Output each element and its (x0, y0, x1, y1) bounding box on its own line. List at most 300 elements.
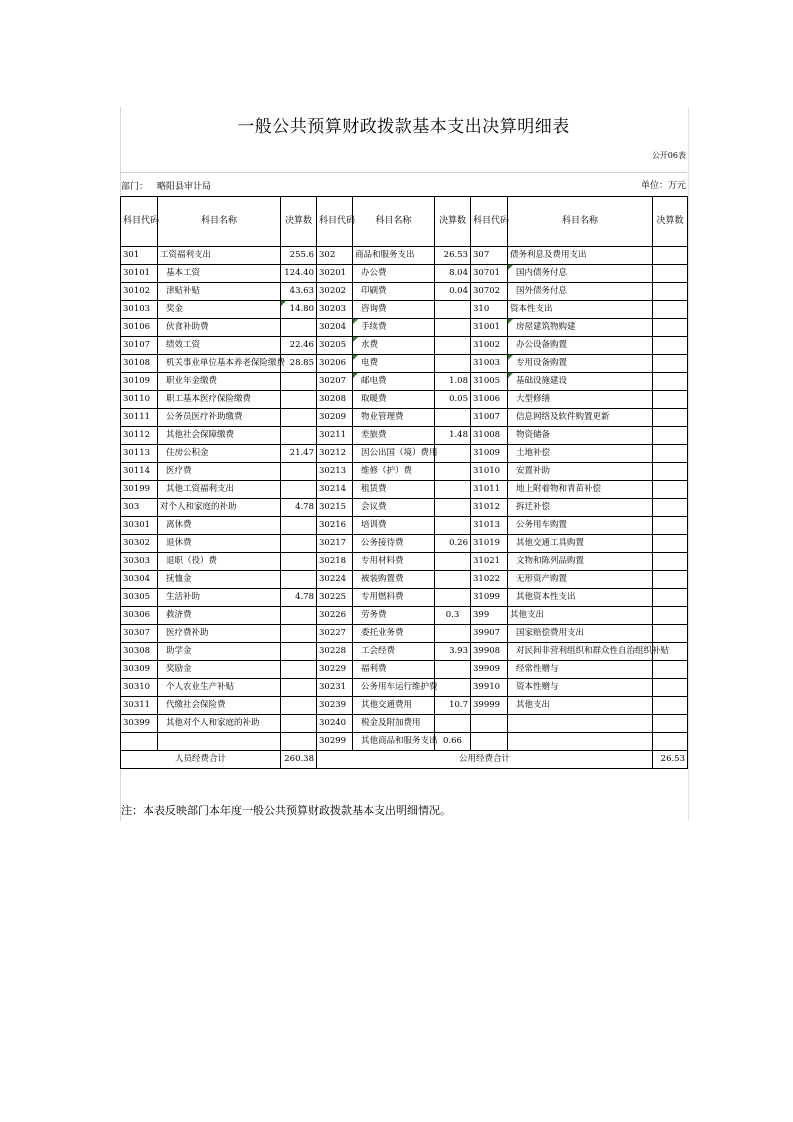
amount-cell (653, 661, 688, 679)
code-cell: 39909 (471, 661, 508, 679)
table-row (121, 355, 688, 373)
name-cell: 其他社会保障缴费 (158, 427, 281, 445)
name-cell: 商品和服务支出 (353, 247, 435, 265)
code-cell: 31010 (471, 463, 508, 481)
amount-cell (281, 427, 317, 445)
code-cell: 30311 (121, 697, 158, 715)
name-cell: 劳务费 (353, 607, 435, 625)
name-cell: 其他工资福利支出 (158, 481, 281, 499)
amount-cell (435, 499, 471, 517)
amount-cell: 255.6 (281, 247, 317, 265)
code-cell (471, 715, 508, 733)
name-cell: 邮电费 (353, 373, 435, 391)
code-cell: 302 (317, 247, 353, 265)
amount-cell (653, 409, 688, 427)
amount-cell (281, 607, 317, 625)
code-cell: 30224 (317, 571, 353, 589)
code-cell: 30225 (317, 589, 353, 607)
amount-cell (653, 679, 688, 697)
amount-cell (653, 733, 688, 751)
amount-cell (653, 499, 688, 517)
amount-cell (653, 553, 688, 571)
name-cell: 工会经费 (353, 643, 435, 661)
amount-cell (281, 481, 317, 499)
code-cell: 30205 (317, 337, 353, 355)
name-cell: 个人农业生产补贴 (158, 679, 281, 697)
amount-cell (435, 571, 471, 589)
amount-cell (435, 553, 471, 571)
amount-cell (281, 463, 317, 481)
code-cell: 30306 (121, 607, 158, 625)
name-cell: 福利费 (353, 661, 435, 679)
code-cell: 30202 (317, 283, 353, 301)
name-cell: 资本性赠与 (508, 679, 653, 697)
code-cell: 31019 (471, 535, 508, 553)
amount-cell (435, 445, 471, 463)
table-row (121, 427, 688, 445)
name-cell: 经常性赠与 (508, 661, 653, 679)
name-cell: 租赁费 (353, 481, 435, 499)
name-cell: 咨询费 (353, 301, 435, 319)
code-cell: 30110 (121, 391, 158, 409)
code-cell: 30305 (121, 589, 158, 607)
amount-cell (653, 571, 688, 589)
amount-cell (653, 715, 688, 733)
code-cell: 30217 (317, 535, 353, 553)
code-cell: 31008 (471, 427, 508, 445)
name-cell: 国内债务付息 (508, 265, 653, 283)
amount-cell (435, 679, 471, 697)
code-cell: 31003 (471, 355, 508, 373)
amount-cell: 124.40 (281, 265, 317, 283)
amount-cell (653, 643, 688, 661)
amount-cell: 14.80 (281, 301, 317, 319)
name-cell: 维修（护）费 (353, 463, 435, 481)
amount-cell (435, 715, 471, 733)
name-cell: 其他对个人和家庭的补助 (158, 715, 281, 733)
amount-cell: 0.04 (435, 283, 471, 301)
table-row (121, 337, 688, 355)
amount-cell (281, 715, 317, 733)
amount-cell: 0.66 (435, 733, 471, 751)
table-row (121, 463, 688, 481)
name-cell: 其他资本性支出 (508, 589, 653, 607)
header-cell: 科目代码 (471, 197, 508, 247)
amount-cell (281, 535, 317, 553)
code-cell: 30239 (317, 697, 353, 715)
amount-cell: 3.93 (435, 643, 471, 661)
code-cell: 30303 (121, 553, 158, 571)
code-cell: 31022 (471, 571, 508, 589)
name-cell: 信息网络及软件购置更新 (508, 409, 653, 427)
name-cell: 救济费 (158, 607, 281, 625)
table-row (121, 319, 688, 337)
name-cell: 印刷费 (353, 283, 435, 301)
code-cell: 30302 (121, 535, 158, 553)
name-cell: 奖励金 (158, 661, 281, 679)
name-cell (158, 733, 281, 751)
header-cell: 科目代码 (317, 197, 353, 247)
amount-cell (653, 625, 688, 643)
code-cell: 31021 (471, 553, 508, 571)
code-cell: 30218 (317, 553, 353, 571)
code-cell: 30106 (121, 319, 158, 337)
name-cell: 其他支出 (508, 697, 653, 715)
name-cell: 资本性支出 (508, 301, 653, 319)
amount-cell: 10.7 (435, 697, 471, 715)
code-cell: 31011 (471, 481, 508, 499)
table-row (121, 553, 688, 571)
code-cell: 30309 (121, 661, 158, 679)
amount-cell (281, 733, 317, 751)
name-cell: 退休费 (158, 535, 281, 553)
code-cell: 399 (471, 607, 508, 625)
name-cell: 专用材料费 (353, 553, 435, 571)
name-cell: 取暖费 (353, 391, 435, 409)
name-cell: 职工基本医疗保险缴费 (158, 391, 281, 409)
code-cell (471, 733, 508, 751)
amount-cell (435, 625, 471, 643)
name-cell: 机关事业单位基本养老保险缴费 (158, 355, 281, 373)
amount-cell (281, 409, 317, 427)
code-cell: 31099 (471, 589, 508, 607)
name-cell: 债务利息及费用支出 (508, 247, 653, 265)
amount-cell (281, 697, 317, 715)
amount-cell: 0.05 (435, 391, 471, 409)
name-cell: 文物和陈列品购置 (508, 553, 653, 571)
name-cell (508, 715, 653, 733)
amount-cell (653, 517, 688, 535)
table-row (121, 535, 688, 553)
code-cell: 30304 (121, 571, 158, 589)
code-cell: 39908 (471, 643, 508, 661)
code-cell: 30226 (317, 607, 353, 625)
name-cell: 离休费 (158, 517, 281, 535)
table-row (121, 247, 688, 265)
code-cell: 30310 (121, 679, 158, 697)
name-cell: 手续费 (353, 319, 435, 337)
table-row (121, 607, 688, 625)
header-cell: 科目名称 (158, 197, 281, 247)
code-cell: 30399 (121, 715, 158, 733)
amount-cell: 0.26 (435, 535, 471, 553)
amount-cell (653, 589, 688, 607)
name-cell: 国外债务付息 (508, 283, 653, 301)
name-cell (508, 733, 653, 751)
amount-cell (435, 409, 471, 427)
amount-cell (653, 535, 688, 553)
name-cell: 无形资产购置 (508, 571, 653, 589)
name-cell: 抚恤金 (158, 571, 281, 589)
header-cell: 决算数 (281, 197, 317, 247)
amount-cell (281, 625, 317, 643)
table-row (121, 373, 688, 391)
name-cell: 医疗费补助 (158, 625, 281, 643)
code-cell: 39910 (471, 679, 508, 697)
table-header-row (121, 197, 688, 247)
table-row (121, 301, 688, 319)
amount-cell (435, 661, 471, 679)
table-row (121, 643, 688, 661)
personnel-total-value: 260.38 (281, 751, 317, 769)
table-row (121, 391, 688, 409)
amount-cell (281, 319, 317, 337)
code-cell: 30228 (317, 643, 353, 661)
code-cell: 31006 (471, 391, 508, 409)
name-cell: 其他商品和服务支出 (353, 733, 435, 751)
amount-cell (653, 247, 688, 265)
code-cell: 30201 (317, 265, 353, 283)
expenditure-detail-table (120, 196, 688, 769)
code-cell: 30214 (317, 481, 353, 499)
amount-cell (281, 553, 317, 571)
table-row (121, 283, 688, 301)
table-row (121, 265, 688, 283)
name-cell: 物业管理费 (353, 409, 435, 427)
code-cell: 30227 (317, 625, 353, 643)
name-cell: 房屋建筑物购建 (508, 319, 653, 337)
code-cell: 30307 (121, 625, 158, 643)
amount-cell: 43.63 (281, 283, 317, 301)
amount-cell (281, 373, 317, 391)
name-cell: 公务用车购置 (508, 517, 653, 535)
amount-cell (281, 643, 317, 661)
amount-cell: 1.48 (435, 427, 471, 445)
code-cell: 307 (471, 247, 508, 265)
code-cell: 30207 (317, 373, 353, 391)
name-cell: 其他交通费用 (353, 697, 435, 715)
table-row (121, 625, 688, 643)
amount-cell (653, 697, 688, 715)
amount-cell (281, 391, 317, 409)
form-number: 公开06表 (651, 151, 686, 160)
header-cell: 科目名称 (353, 197, 435, 247)
name-cell: 基本工资 (158, 265, 281, 283)
code-cell: 31001 (471, 319, 508, 337)
code-cell: 30213 (317, 463, 353, 481)
name-cell: 伙食补助费 (158, 319, 281, 337)
amount-cell (653, 427, 688, 445)
code-cell: 30229 (317, 661, 353, 679)
name-cell: 绩效工资 (158, 337, 281, 355)
amount-cell: 1.08 (435, 373, 471, 391)
amount-cell (653, 337, 688, 355)
amount-cell (435, 319, 471, 337)
code-cell: 39907 (471, 625, 508, 643)
table-row (121, 517, 688, 535)
name-cell: 住房公积金 (158, 445, 281, 463)
name-cell: 生活补助 (158, 589, 281, 607)
name-cell: 地上附着物和青苗补偿 (508, 481, 653, 499)
code-cell: 31013 (471, 517, 508, 535)
table-row (121, 571, 688, 589)
name-cell: 办公设备购置 (508, 337, 653, 355)
name-cell: 因公出国（境）费用 (353, 445, 435, 463)
name-cell: 其他支出 (508, 607, 653, 625)
code-cell: 31002 (471, 337, 508, 355)
code-cell: 30702 (471, 283, 508, 301)
amount-cell: 4.78 (281, 499, 317, 517)
code-cell: 30215 (317, 499, 353, 517)
code-cell: 30209 (317, 409, 353, 427)
amount-cell: 4.78 (281, 589, 317, 607)
amount-cell (653, 319, 688, 337)
name-cell: 公务接待费 (353, 535, 435, 553)
name-cell: 差旅费 (353, 427, 435, 445)
name-cell: 专用燃料费 (353, 589, 435, 607)
code-cell: 30308 (121, 643, 158, 661)
table-row (121, 733, 688, 751)
code-cell: 31005 (471, 373, 508, 391)
code-cell (121, 733, 158, 751)
amount-cell: 0.3 (435, 607, 471, 625)
public-total-label: 公用经费合计 (317, 751, 653, 769)
amount-cell (653, 373, 688, 391)
header-cell: 科目代码 (121, 197, 158, 247)
name-cell: 土地补偿 (508, 445, 653, 463)
department-label: 部门： (121, 182, 149, 192)
name-cell: 医疗费 (158, 463, 281, 481)
name-cell: 助学金 (158, 643, 281, 661)
name-cell: 物资储备 (508, 427, 653, 445)
code-cell: 31012 (471, 499, 508, 517)
code-cell: 30299 (317, 733, 353, 751)
code-cell: 30231 (317, 679, 353, 697)
table-row (121, 445, 688, 463)
name-cell: 津贴补贴 (158, 283, 281, 301)
name-cell: 工资福利支出 (158, 247, 281, 265)
name-cell: 办公费 (353, 265, 435, 283)
table-row (121, 589, 688, 607)
amount-cell (281, 517, 317, 535)
amount-cell (435, 301, 471, 319)
name-cell: 退职（役）费 (158, 553, 281, 571)
code-cell: 30101 (121, 265, 158, 283)
divider (120, 172, 687, 173)
code-cell: 30240 (317, 715, 353, 733)
name-cell: 被装购置费 (353, 571, 435, 589)
amount-cell (281, 661, 317, 679)
code-cell: 30206 (317, 355, 353, 373)
code-cell: 30102 (121, 283, 158, 301)
code-cell: 30701 (471, 265, 508, 283)
header-cell: 决算数 (435, 197, 471, 247)
code-cell: 31007 (471, 409, 508, 427)
public-total-value: 26.53 (653, 751, 688, 769)
department-name: 略阳县审计局 (157, 182, 212, 192)
name-cell: 其他交通工具购置 (508, 535, 653, 553)
amount-cell (435, 463, 471, 481)
code-cell: 30103 (121, 301, 158, 319)
name-cell: 拆迁补偿 (508, 499, 653, 517)
amount-cell (653, 283, 688, 301)
name-cell: 培训费 (353, 517, 435, 535)
code-cell: 30199 (121, 481, 158, 499)
code-cell: 30212 (317, 445, 353, 463)
code-cell: 30301 (121, 517, 158, 535)
code-cell: 30108 (121, 355, 158, 373)
code-cell: 30112 (121, 427, 158, 445)
name-cell: 对个人和家庭的补助 (158, 499, 281, 517)
name-cell: 基础设施建设 (508, 373, 653, 391)
name-cell: 会议费 (353, 499, 435, 517)
table-row (121, 661, 688, 679)
name-cell: 税金及附加费用 (353, 715, 435, 733)
name-cell: 国家赔偿费用支出 (508, 625, 653, 643)
amount-cell (653, 301, 688, 319)
amount-cell (653, 445, 688, 463)
code-cell: 31009 (471, 445, 508, 463)
table-row (121, 481, 688, 499)
name-cell: 专用设备购置 (508, 355, 653, 373)
name-cell: 职业年金缴费 (158, 373, 281, 391)
amount-cell (435, 589, 471, 607)
header-cell: 科目名称 (508, 197, 653, 247)
name-cell: 水费 (353, 337, 435, 355)
amount-cell (653, 391, 688, 409)
name-cell: 公务员医疗补助缴费 (158, 409, 281, 427)
code-cell: 30111 (121, 409, 158, 427)
name-cell: 安置补助 (508, 463, 653, 481)
code-cell: 30107 (121, 337, 158, 355)
amount-cell (435, 517, 471, 535)
amount-cell (281, 679, 317, 697)
amount-cell (435, 481, 471, 499)
name-cell: 大型修缮 (508, 391, 653, 409)
amount-cell: 8.04 (435, 265, 471, 283)
code-cell: 30114 (121, 463, 158, 481)
table-row (121, 499, 688, 517)
name-cell: 公务用车运行维护费 (353, 679, 435, 697)
code-cell: 30109 (121, 373, 158, 391)
name-cell: 代缴社会保险费 (158, 697, 281, 715)
footnote: 注：本表反映部门本年度一般公共预算财政拨款基本支出明细情况。 (121, 804, 451, 817)
code-cell: 39999 (471, 697, 508, 715)
amount-cell: 21.47 (281, 445, 317, 463)
code-cell: 30204 (317, 319, 353, 337)
totals-row (121, 751, 688, 769)
code-cell: 310 (471, 301, 508, 319)
code-cell: 30211 (317, 427, 353, 445)
amount-cell (653, 481, 688, 499)
table-row (121, 697, 688, 715)
name-cell: 电费 (353, 355, 435, 373)
table-row (121, 679, 688, 697)
amount-cell: 22.46 (281, 337, 317, 355)
amount-cell (653, 265, 688, 283)
code-cell: 303 (121, 499, 158, 517)
name-cell: 委托业务费 (353, 625, 435, 643)
header-cell: 决算数 (653, 197, 688, 247)
amount-cell (653, 607, 688, 625)
code-cell: 30113 (121, 445, 158, 463)
name-cell: 奖金 (158, 301, 281, 319)
table-row (121, 715, 688, 733)
amount-cell (281, 571, 317, 589)
code-cell: 30208 (317, 391, 353, 409)
amount-cell (435, 337, 471, 355)
amount-cell: 28.85 (281, 355, 317, 373)
amount-cell (653, 355, 688, 373)
table-row (121, 409, 688, 427)
code-cell: 301 (121, 247, 158, 265)
code-cell: 30203 (317, 301, 353, 319)
code-cell: 30216 (317, 517, 353, 535)
amount-cell (653, 463, 688, 481)
unit-label: 单位：万元 (640, 181, 686, 191)
personnel-total-label: 人员经费合计 (121, 751, 281, 769)
amount-cell: 26.53 (435, 247, 471, 265)
